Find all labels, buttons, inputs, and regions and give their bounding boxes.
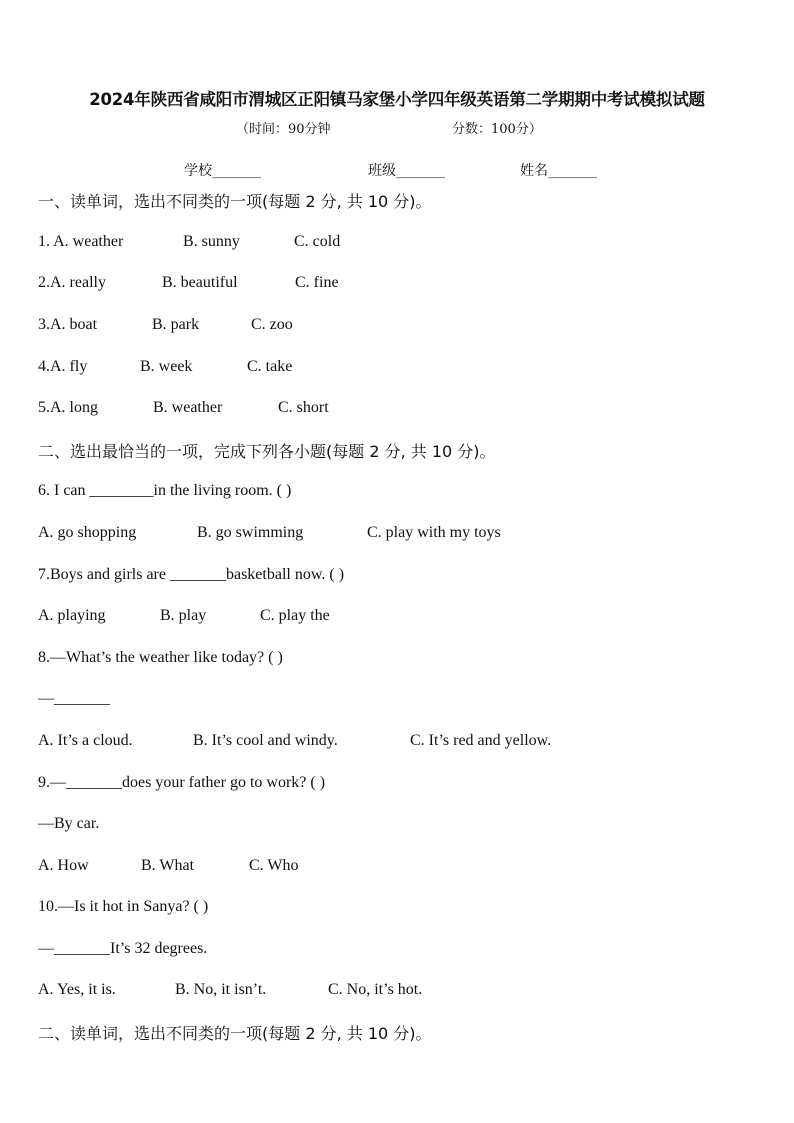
option-b: B. sunny (183, 233, 240, 250)
answer-line: —_______It’s 32 degrees. (38, 940, 208, 957)
option-a: 4.A. fly (38, 358, 88, 375)
option-c: C. play the (260, 607, 330, 624)
option-c: C. short (278, 399, 329, 416)
question-stem: 7.Boys and girls are _______basketball now. ( ) (38, 566, 345, 583)
exam-score: 分数：100分） (452, 122, 542, 137)
option-a: A. How (38, 857, 89, 874)
option-b: B. go swimming (197, 524, 304, 541)
option-b: B. No, it isn’t. (175, 981, 267, 998)
class-field: 班级_______ (368, 163, 445, 179)
option-c: C. zoo (251, 316, 293, 333)
option-a: 1. A. weather (38, 233, 124, 250)
option-c: C. play with my toys (367, 524, 501, 541)
option-b: B. play (160, 607, 207, 624)
option-c: C. fine (295, 274, 339, 291)
option-a: A. Yes, it is. (38, 981, 116, 998)
option-b: B. What (141, 857, 195, 874)
option-c: C. It’s red and yellow. (410, 732, 552, 749)
question-stem: 9.—_______does your father go to work? ( ) (38, 774, 326, 791)
option-a: 3.A. boat (38, 316, 98, 333)
option-c: C. cold (294, 233, 341, 250)
option-b: B. beautiful (162, 274, 238, 291)
question-stem: 10.—Is it hot in Sanya? ( ) (38, 898, 209, 915)
question-stem: 8.—What’s the weather like today? ( ) (38, 649, 283, 666)
option-b: B. week (140, 358, 193, 375)
answer-line: —By car. (38, 815, 100, 832)
option-c: C. take (247, 358, 293, 375)
option-a: A. playing (38, 607, 106, 624)
name-field: 姓名_______ (520, 163, 597, 179)
option-c: C. No, it’s hot. (328, 981, 423, 998)
school-field: 学校_______ (184, 163, 261, 179)
option-a: A. It’s a cloud. (38, 732, 133, 749)
section-1-heading: 一、读单词，选出不同类的一项(每题 2 分, 共 10 分)。 (38, 192, 432, 211)
section-2-heading: 二、选出最恰当的一项，完成下列各小题(每题 2 分, 共 10 分)。 (38, 442, 496, 461)
option-a: 2.A. really (38, 274, 106, 291)
option-a: 5.A. long (38, 399, 98, 416)
section-3-heading: 二、读单词，选出不同类的一项(每题 2 分, 共 10 分)。 (38, 1024, 432, 1043)
option-b: B. park (152, 316, 200, 333)
page-title: 2024年陕西省咸阳市渭城区正阳镇马家堡小学四年级英语第二学期期中考试模拟试题 (89, 90, 705, 109)
exam-time: （时间：90分钟 (236, 122, 331, 137)
answer-line: —_______ (38, 690, 110, 707)
option-b: B. It’s cool and windy. (193, 732, 338, 749)
option-a: A. go shopping (38, 524, 137, 541)
option-b: B. weather (153, 399, 223, 416)
question-stem: 6. I can ________in the living room. ( ) (38, 482, 292, 499)
option-c: C. Who (249, 857, 299, 874)
